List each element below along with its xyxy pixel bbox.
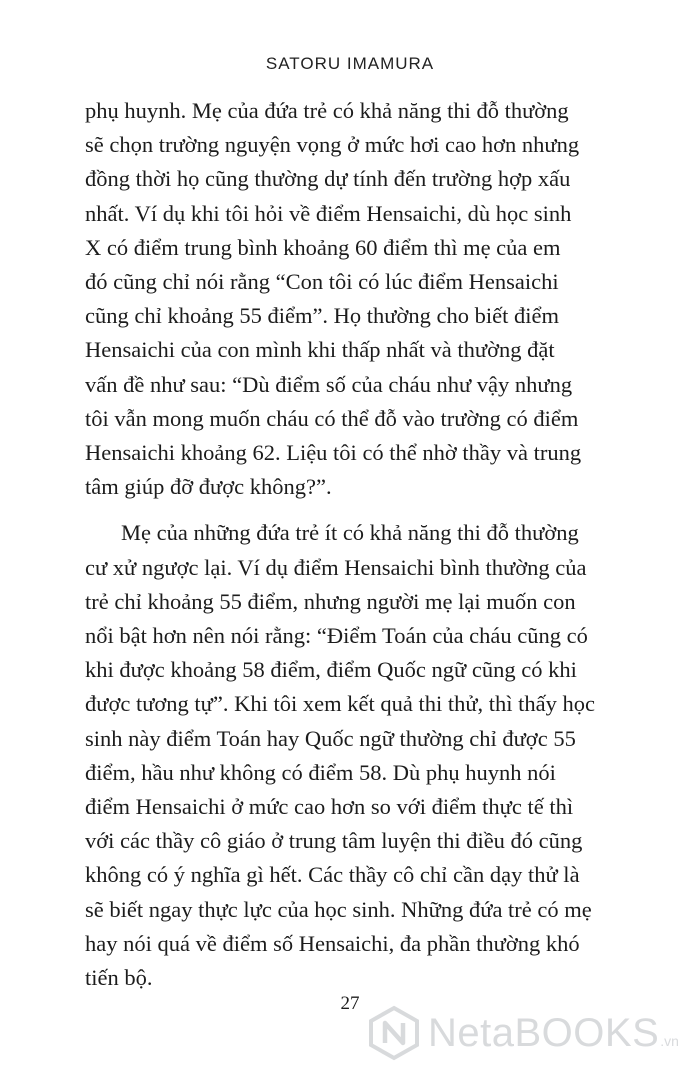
body-text: [85, 94, 615, 995]
text-line: với các thầy cô giáo ở trung tâm luyện thi điều đó cũng: [85, 828, 583, 854]
text-line: nhất. Ví dụ khi tôi hỏi về điểm Hensaichi, dù học sinh: [85, 200, 572, 226]
text-line: tiến bộ.: [85, 965, 153, 991]
text-line: cũng chỉ khoảng 55 điểm”. Họ thường cho biết điểm: [85, 303, 559, 329]
watermark: [366, 1003, 696, 1063]
text-line: hay nói quá về điểm số Hensaichi, đa phần thường khó: [85, 930, 580, 956]
text-line: Hensaichi khoảng 62. Liệu tôi có thể nhờ thầy và trung: [85, 440, 582, 466]
text-line: phụ huynh. Mẹ của đứa trẻ có khả năng thi đỗ thường: [85, 98, 569, 123]
text-line: đó cũng chỉ nói rằng “Con tôi có lúc điểm Hensaichi: [85, 269, 559, 295]
text-line: được tương tự”. Khi tôi xem kết quả thi thử, thì thấy học: [85, 691, 595, 717]
text-line: sẽ chọn trường nguyện vọng ở mức hơi cao hơn nhưng: [85, 132, 580, 158]
text-line: đồng thời họ cũng thường dự tính đến trường hợp xấu: [85, 166, 571, 192]
text-line: tâm giúp đỡ được không?”.: [85, 474, 332, 500]
watermark-suffix: .vn: [660, 1033, 679, 1049]
text-line: điểm, hầu như không có điểm 58. Dù phụ huynh nói: [85, 759, 556, 785]
paragraph: [85, 516, 615, 995]
paragraph-gap: [85, 504, 615, 516]
text-line: nổi bật hơn nên nói rằng: “Điểm Toán của cháu cũng có: [85, 623, 588, 649]
text-line: điểm Hensaichi ở mức cao hơn so với điểm thực tế thì: [85, 794, 574, 820]
text-line: X có điểm trung bình khoảng 60 điểm thì mẹ của em: [85, 234, 561, 260]
text-line: trẻ chỉ khoảng 55 điểm, nhưng người mẹ lại muốn con: [85, 588, 576, 614]
page-number: 27: [340, 993, 360, 1014]
watermark-brand: NetaBOOKS: [428, 1010, 660, 1055]
paragraph: [85, 94, 615, 504]
text-line: sẽ biết ngay thực lực của học sinh. Những đứa trẻ có mẹ: [85, 896, 592, 922]
text-line: cư xử ngược lại. Ví dụ điểm Hensaichi bình thường của: [85, 554, 587, 580]
netabooks-logo-icon: [366, 1005, 422, 1061]
text-line: sinh này điểm Toán hay Quốc ngữ thường chỉ được 55: [85, 725, 576, 751]
text-line: Mẹ của những đứa trẻ ít có khả năng thi đỗ thường: [121, 520, 579, 546]
running-head: SATORU IMAMURA: [265, 54, 435, 73]
text-line: khi được khoảng 58 điểm, điểm Quốc ngữ cũng có khi: [85, 657, 577, 683]
text-line: tôi vẫn mong muốn cháu có thể đỗ vào trường có điểm: [85, 405, 579, 431]
text-line: vấn đề như sau: “Dù điểm số của cháu như vậy nhưng: [85, 371, 573, 397]
text-line: Hensaichi của con mình khi thấp nhất và thường đặt: [85, 337, 555, 363]
text-line: không có ý nghĩa gì hết. Các thầy cô chỉ cần dạy thử là: [85, 862, 580, 888]
